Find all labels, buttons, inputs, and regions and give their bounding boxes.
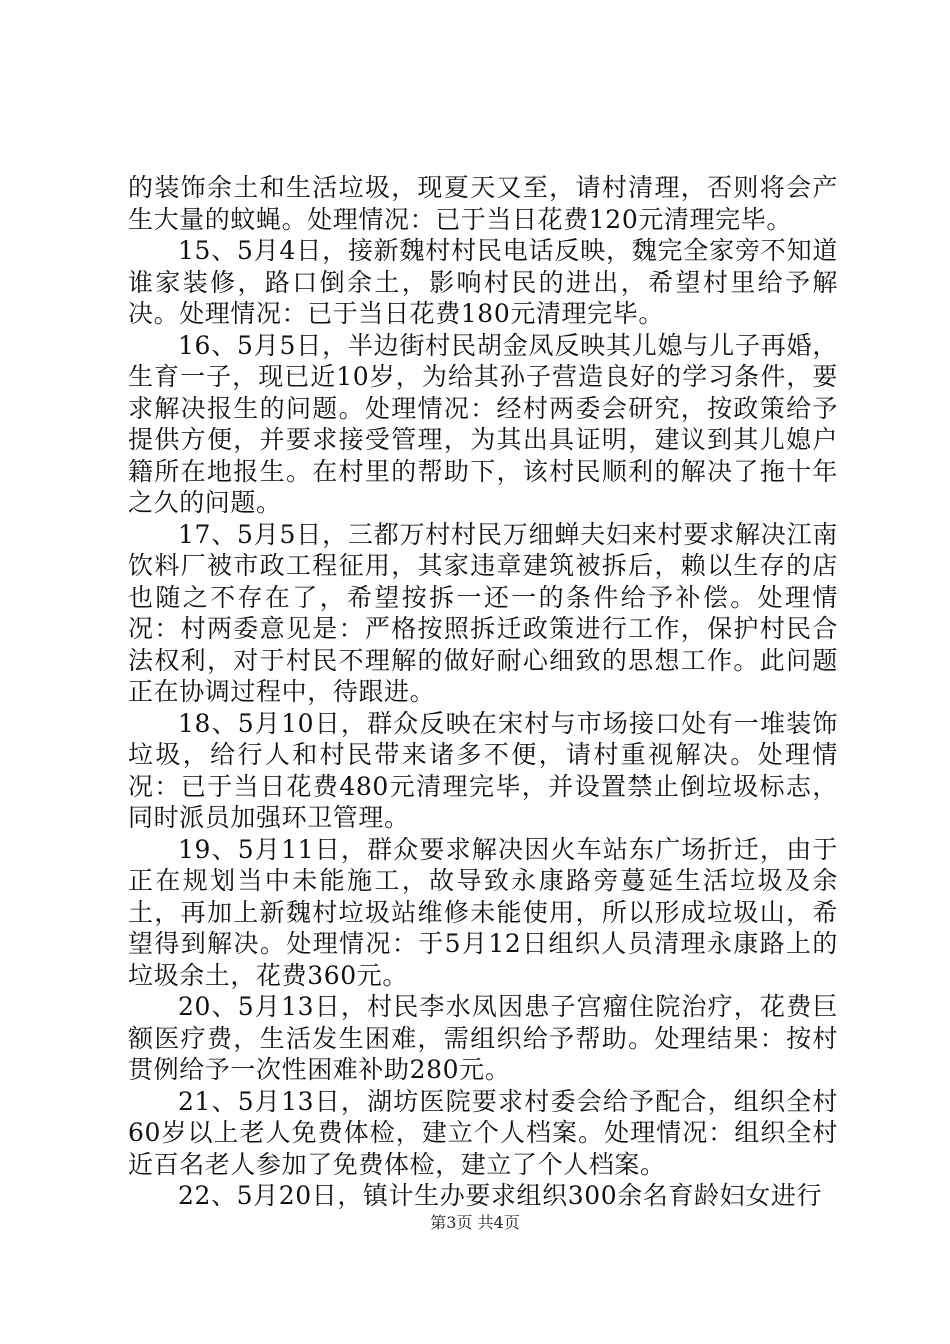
paragraph-continued: 的装饰余土和生活垃圾，现夏天又至，请村清理，否则将会产生大量的蚊蝇。处理情况：已于当日花费120元清理完毕。 <box>128 173 838 234</box>
paragraph-item-19: 19、5月11日，群众要求解决因火车站东广场折迁，由于正在规划当中未能施工，故导致永康路旁蔓延生活垃圾及余土，再加上新魏村垃圾站维修未能使用，所以形成垃圾山，希望得到解决。处理情况：于5月12日组织人员清理永康路上的垃圾余土，花费360元。 <box>128 834 838 990</box>
paragraph-item-15: 15、5月4日，接新魏村村民电话反映，魏完全家旁不知道谁家装修，路口倒余土，影响村民的进出，希望村里给予解决。处理情况：已于当日花费180元清理完毕。 <box>128 236 838 328</box>
page-footer: 第3页 共4页 <box>430 1213 520 1232</box>
paragraph-item-17: 17、5月5日，三都万村村民万细蝉夫妇来村要求解决江南饮料厂被市政工程征用，其家违章建筑被拆后，赖以生存的店也随之不存在了，希望按拆一还一的条件给予补偿。处理情况：村两委意见是：严格按照拆迁政策进行工作，保护村民合法权利，对于村民不理解的做好耐心细致的思想工作。此问题正在协调过程中，待跟进。 <box>128 519 838 706</box>
paragraph-item-22: 22、5月20日，镇计生办要求组织300余名育龄妇女进行 <box>178 1181 823 1210</box>
paragraph-item-20: 20、5月13日，村民李水凤因患子宫瘤住院治疗，花费巨额医疗费，生活发生困难，需组织给予帮助。处理结果：按村贯例给予一次性困难补助280元。 <box>128 992 838 1084</box>
paragraph-item-16: 16、5月5日，半边街村民胡金凤反映其儿媳与儿子再婚，生育一子，现已近10岁，为给其孙子营造良好的学习条件，要求解决报生的问题。处理情况：经村两委会研究，按政策给予提供方便，并要求接受管理，为其出具证明，建议到其儿媳户籍所在地报生。在村里的帮助下，该村民顺利的解决了拖十年之久的问题。 <box>128 330 838 517</box>
paragraph-item-21: 21、5月13日，湖坊医院要求村委会给予配合，组织全村60岁以上老人免费体检，建立个人档案。处理情况：组织全村近百名老人参加了免费体检，建立了个人档案。 <box>128 1086 838 1179</box>
document-body <box>128 172 838 1212</box>
paragraph-item-18: 18、5月10日，群众反映在宋村与市场接口处有一堆装饰垃圾，给行人和村民带来诸多不便，请村重视解决。处理情况：已于当日花费480元清理完毕，并设置禁止倒垃圾标志，同时派员加强环卫管理。 <box>128 708 838 832</box>
